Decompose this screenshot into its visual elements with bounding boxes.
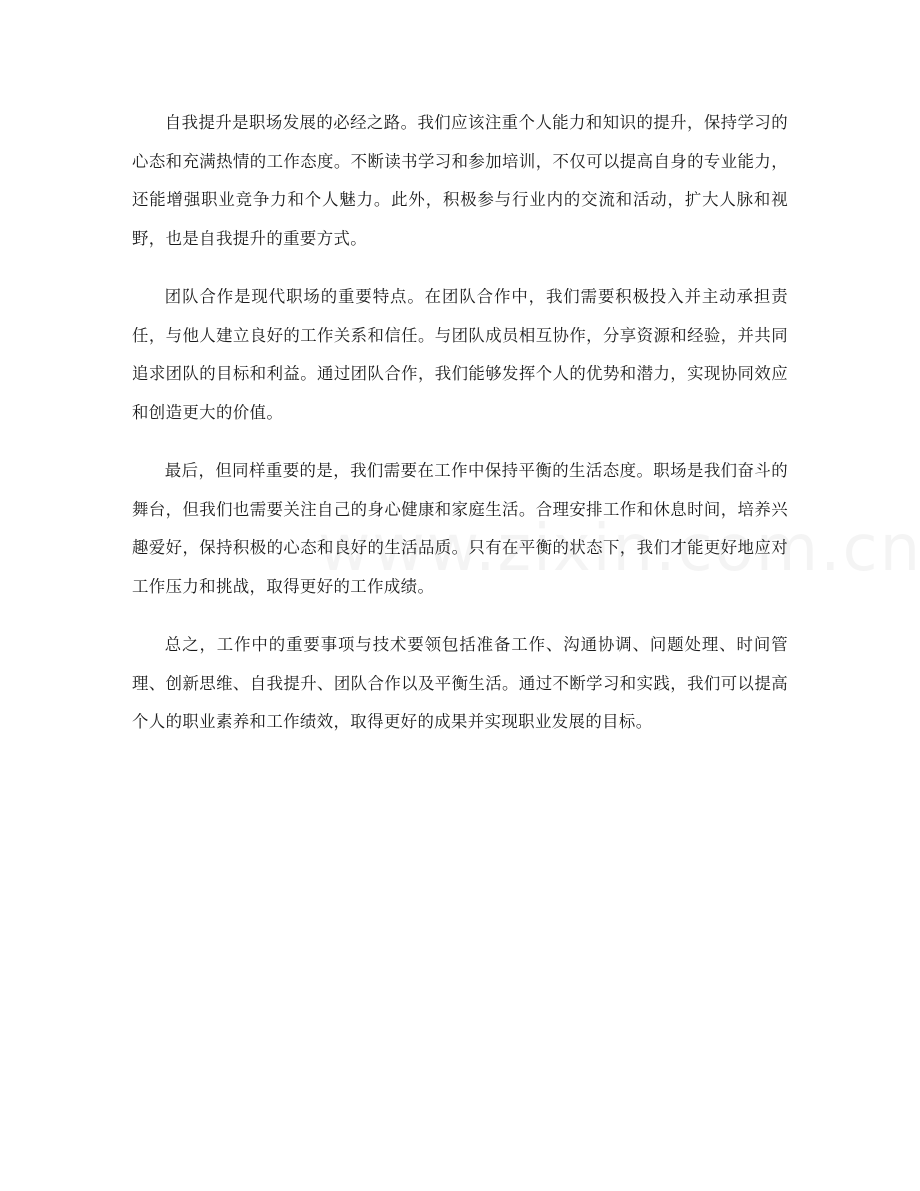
paragraph-teamwork: 团队合作是现代职场的重要特点。在团队合作中，我们需要积极投入并主动承担责任，与他人建立良好的工作关系和信任。与团队成员相互协作，分享资源和经验，并共同追求团队的目标和利益。通过团队合作，我们能够发挥个人的优势和潜力，实现协同效应和创造更大的价值。 <box>132 287 788 422</box>
paragraph-conclusion: 总之，工作中的重要事项与技术要领包括准备工作、沟通协调、问题处理、时间管理、创新思维、自我提升、团队合作以及平衡生活。通过不断学习和实践，我们可以提高个人的职业素养和工作绩效，取得更好的成果并实现职业发展的目标。 <box>132 635 788 731</box>
paragraph-self-improvement: 自我提升是职场发展的必经之路。我们应该注重个人能力和知识的提升，保持学习的心态和充满热情的工作态度。不断读书学习和参加培训，不仅可以提高自身的专业能力，还能增强职业竞争力和个人魅力。此外，积极参与行业内的交流和活动，扩大人脉和视野，也是自我提升的重要方式。 <box>132 113 788 248</box>
document-body <box>132 104 788 762</box>
paragraph-work-life-balance: 最后，但同样重要的是，我们需要在工作中保持平衡的生活态度。职场是我们奋斗的舞台，但我们也需要关注自己的身心健康和家庭生活。合理安排工作和休息时间，培养兴趣爱好，保持积极的心态和良好的生活品质。只有在平衡的状态下，我们才能更好地应对工作压力和挑战，取得更好的工作成绩。 <box>132 461 788 596</box>
